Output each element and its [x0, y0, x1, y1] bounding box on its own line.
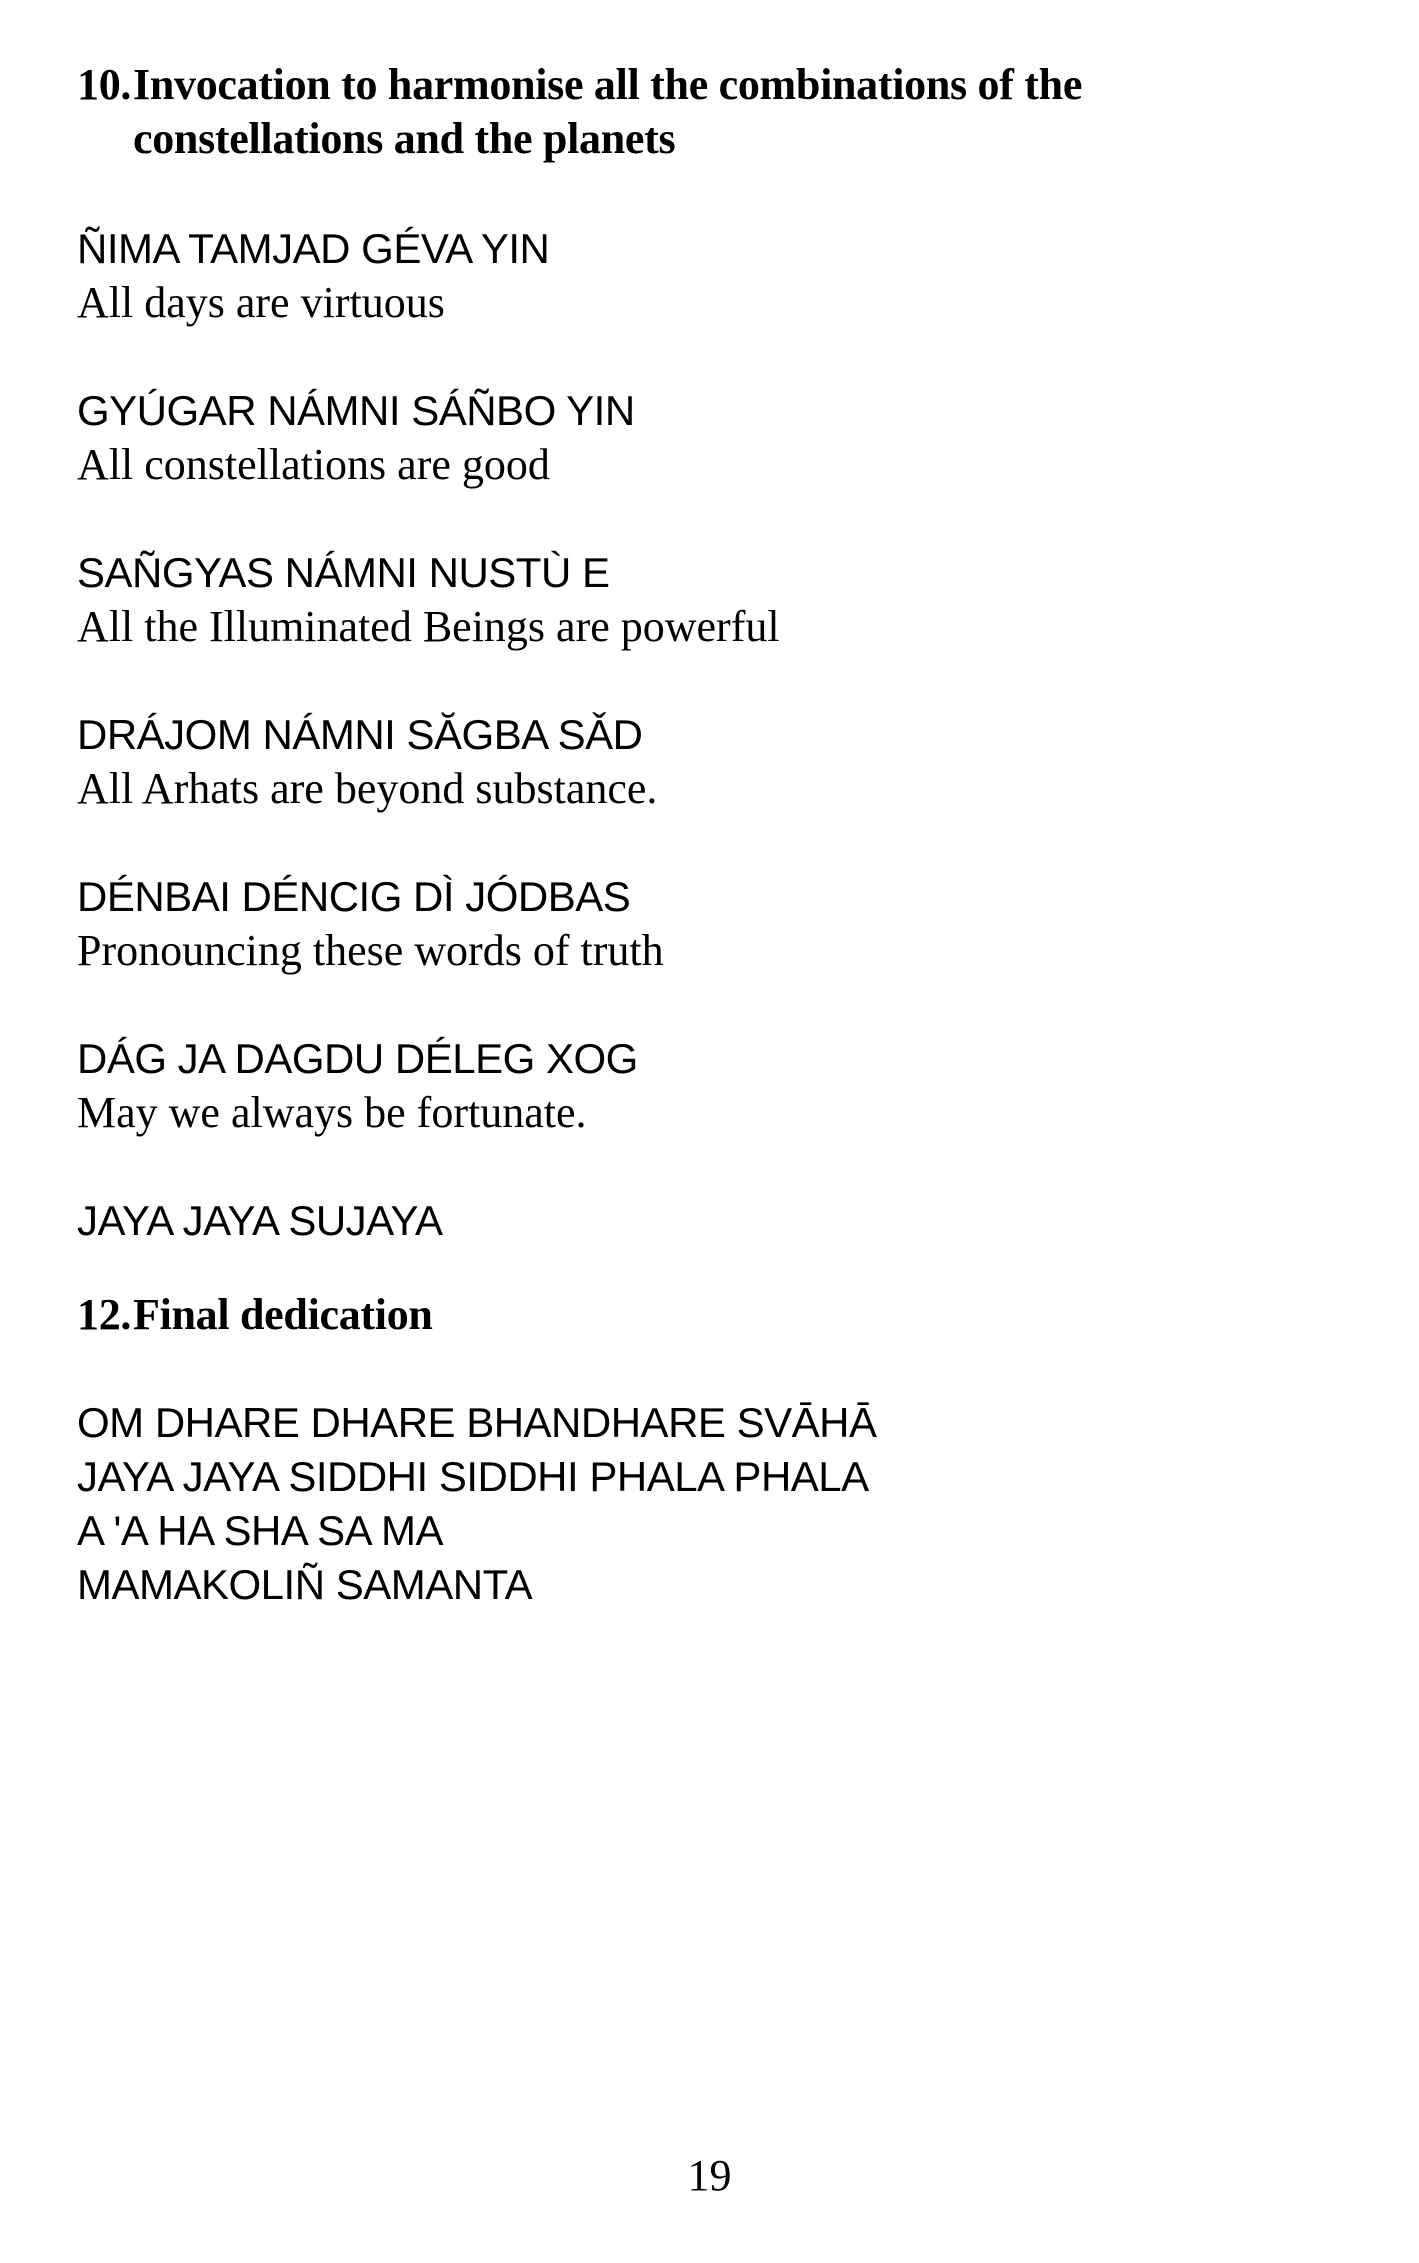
verse-mantra: ÑIMA TAMJAD GÉVA YIN: [77, 225, 550, 272]
verse-block: [77, 384, 1357, 492]
page-content: [77, 58, 1357, 1612]
verse-mantra: GYÚGAR NÁMNI SÁÑBO YIN: [77, 387, 635, 434]
section-12-number: 12.: [77, 1290, 132, 1339]
section-10-title-line1: Invocation to harmonise all the combinations of the: [133, 60, 1083, 109]
section-10-heading: [77, 58, 1357, 166]
verse-mantra: DÁG JA DAGDU DÉLEG XOG: [77, 1035, 638, 1082]
dedication-line: MAMAKOLIÑ SAMANTA: [77, 1561, 533, 1608]
verse-mantra: DÉNBAI DÉNCIG DÌ JÓDBAS: [77, 873, 631, 920]
verse-block: [77, 546, 1357, 654]
verse-translation: All days are virtuous: [77, 278, 445, 327]
dedication-line: OM DHARE DHARE BHANDHARE SVĀHĀ: [77, 1399, 877, 1446]
verse-translation: All constellations are good: [77, 440, 550, 489]
verse-translation: All the Illuminated Beings are powerful: [77, 602, 780, 651]
verse-block: [77, 1032, 1357, 1140]
closing-mantra: JAYA JAYA SUJAYA: [77, 1197, 443, 1244]
verse-mantra: DRÁJOM NÁMNI SĂGBA SǍD: [77, 711, 643, 758]
dedication-block: [77, 1396, 1357, 1612]
section-12-heading: [77, 1288, 1357, 1342]
verse-block: [77, 708, 1357, 816]
page-number: 19: [687, 2151, 732, 2200]
verse-block: [77, 870, 1357, 978]
section-10-number: 10.: [77, 60, 132, 109]
dedication-line: A 'A HA SHA SA MA: [77, 1507, 444, 1554]
dedication-line: JAYA JAYA SIDDHI SIDDHI PHALA PHALA: [77, 1453, 869, 1500]
section-10-title-line2: constellations and the planets: [133, 114, 676, 163]
closing-block: [77, 1194, 1357, 1248]
verse-translation: Pronouncing these words of truth: [77, 926, 664, 975]
verse-mantra: SAÑGYAS NÁMNI NUSTÙ E: [77, 549, 610, 596]
verse-block: [77, 222, 1357, 330]
section-12-title: Final dedication: [133, 1290, 433, 1339]
verse-translation: All Arhats are beyond substance.: [77, 764, 658, 813]
verse-translation: May we always be fortunate.: [77, 1088, 587, 1137]
